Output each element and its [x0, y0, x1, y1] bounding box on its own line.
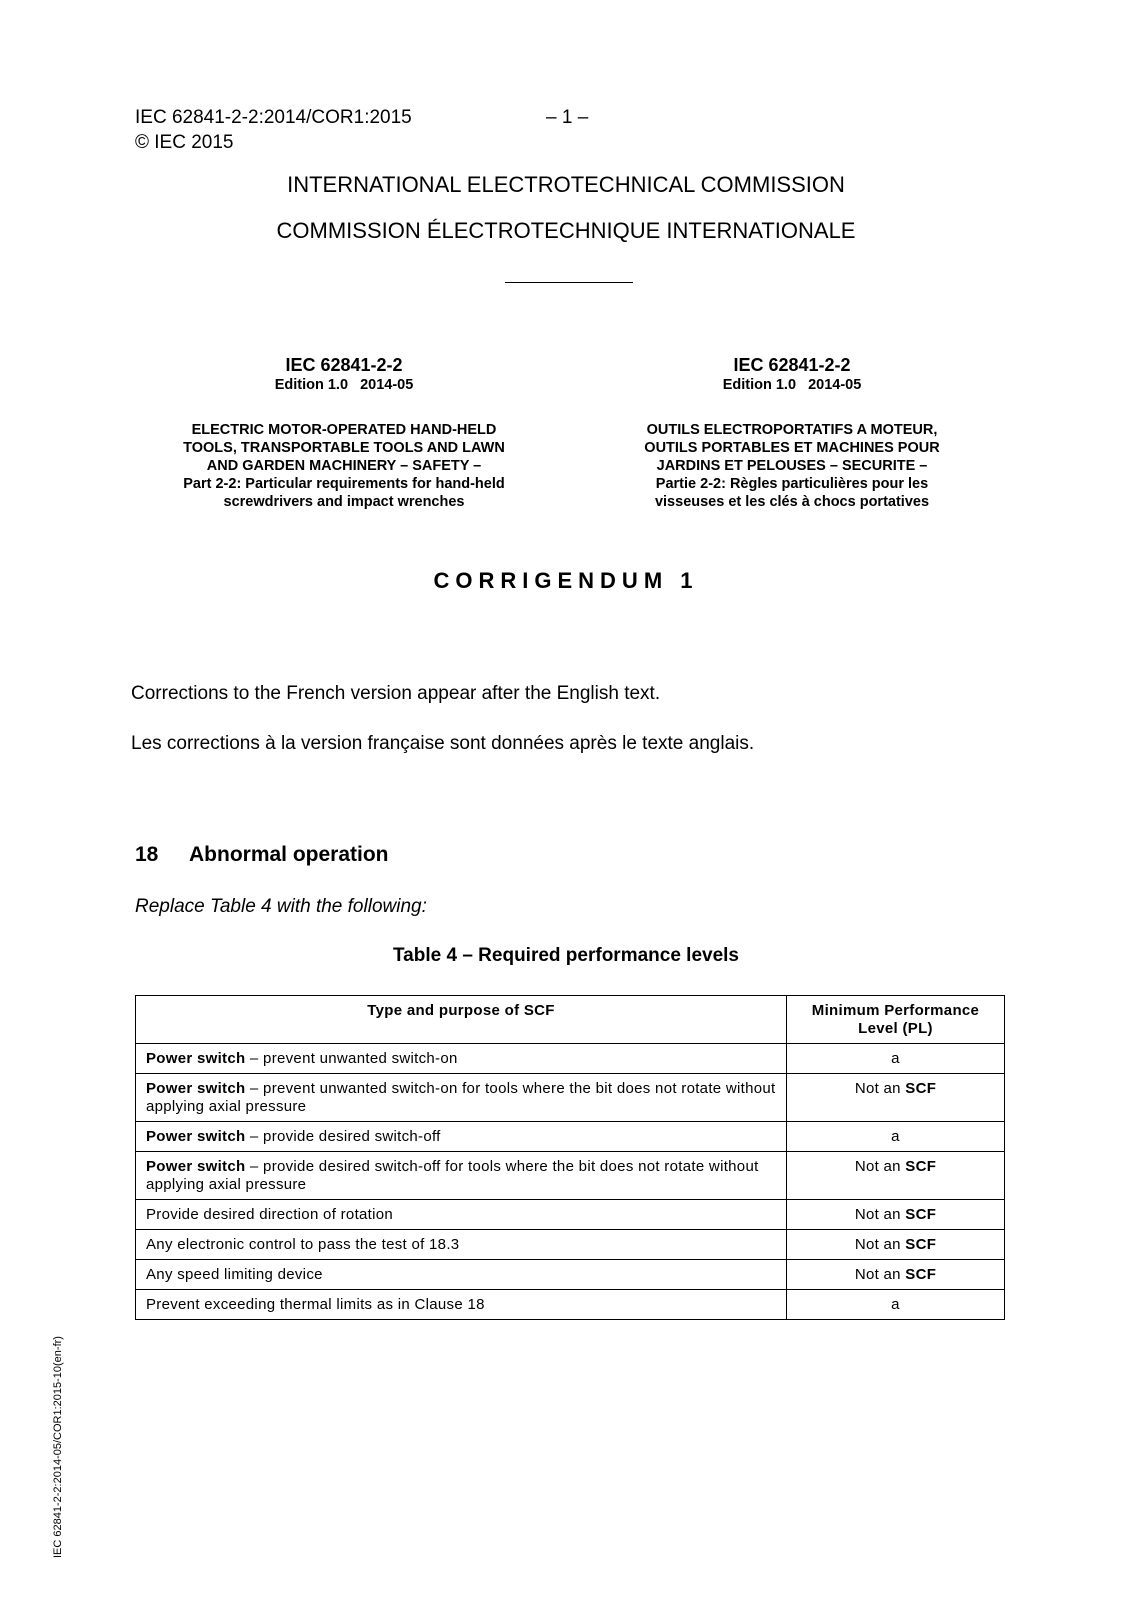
row-pl	[787, 1290, 1005, 1320]
table-row	[136, 1230, 1005, 1260]
table-row	[136, 1074, 1005, 1122]
corrigendum-title: CORRIGENDUM 1	[433, 568, 699, 593]
title-line: Part 2-2: Particular requirements for hand-held	[183, 476, 505, 492]
clause-instruction: Replace Table 4 with the following:	[135, 896, 427, 917]
row-text: Prevent exceeding thermal limits as in Clause 18	[146, 1296, 485, 1313]
pl-prefix: Not an	[854, 1236, 906, 1253]
row-description	[136, 1290, 787, 1320]
standard-title-fr	[572, 421, 1012, 511]
title-line: TOOLS, TRANSPORTABLE TOOLS AND LAWN	[183, 440, 505, 456]
table-row	[136, 1122, 1005, 1152]
standard-edition-fr: Edition 1.0 2014-05	[722, 377, 862, 393]
table-row	[136, 1290, 1005, 1320]
standard-title-en	[124, 421, 564, 511]
sidebar-document-reference: IEC 62841-2-2:2014-05/COR1:2015-10(en-fr)	[52, 1336, 64, 1558]
pl-value: SCF	[905, 1158, 937, 1175]
clause-number: 18	[135, 843, 159, 866]
standard-block-en	[124, 354, 564, 511]
pl-value: a	[891, 1128, 900, 1145]
table-row	[136, 1044, 1005, 1074]
row-description	[136, 1152, 787, 1200]
page-number: – 1 –	[546, 107, 589, 128]
row-pl	[787, 1260, 1005, 1290]
note-fr: Les corrections à la version française sont données après le texte anglais.	[131, 733, 755, 754]
row-text: – provide desired switch-off for tools where the bit does not rotate without applying axial pressure	[146, 1158, 759, 1193]
row-pl	[787, 1200, 1005, 1230]
clause-title: Abnormal operation	[189, 843, 389, 866]
row-description	[136, 1122, 787, 1152]
row-label: Power switch	[146, 1080, 246, 1097]
pl-value: SCF	[905, 1080, 937, 1097]
row-description	[136, 1230, 787, 1260]
table-row	[136, 1260, 1005, 1290]
row-pl	[787, 1122, 1005, 1152]
table-header-row	[136, 996, 1005, 1044]
pl-value: a	[891, 1050, 900, 1067]
standard-number-fr: IEC 62841-2-2	[733, 355, 851, 375]
table-row	[136, 1200, 1005, 1230]
pl-prefix: Not an	[854, 1158, 906, 1175]
note-en: Corrections to the French version appear after the English text.	[131, 683, 661, 704]
title-line: OUTILS PORTABLES ET MACHINES POUR	[644, 440, 940, 456]
row-text: – prevent unwanted switch-on	[245, 1050, 458, 1067]
row-text: Any speed limiting device	[146, 1266, 323, 1283]
row-label: Power switch	[146, 1128, 246, 1145]
pl-value: a	[891, 1296, 900, 1313]
row-description	[136, 1074, 787, 1122]
row-text: – prevent unwanted switch-on for tools where the bit does not rotate without applying axial pressure	[146, 1080, 776, 1115]
column-header-type: Type and purpose of SCF	[136, 996, 787, 1044]
document-reference: IEC 62841-2-2:2014/COR1:2015	[135, 107, 412, 128]
row-description	[136, 1044, 787, 1074]
header-divider	[505, 282, 633, 283]
row-pl	[787, 1074, 1005, 1122]
row-pl	[787, 1152, 1005, 1200]
row-pl	[787, 1044, 1005, 1074]
title-line: visseuses et les clés à chocs portatives	[654, 494, 930, 510]
row-text: – provide desired switch-off	[245, 1128, 441, 1145]
pl-value: SCF	[905, 1206, 937, 1223]
performance-levels-table	[135, 995, 1005, 1320]
standard-edition-en: Edition 1.0 2014-05	[274, 377, 414, 393]
row-pl	[787, 1230, 1005, 1260]
table-row	[136, 1152, 1005, 1200]
pl-value: SCF	[905, 1266, 937, 1283]
title-line: screwdrivers and impact wrenches	[223, 494, 465, 510]
row-label: Power switch	[146, 1158, 246, 1175]
organization-name-fr: COMMISSION ÉLECTROTECHNIQUE INTERNATIONALE	[276, 218, 856, 243]
pl-value: SCF	[905, 1236, 937, 1253]
title-line: AND GARDEN MACHINERY – SAFETY –	[206, 458, 482, 474]
row-label: Power switch	[146, 1050, 246, 1067]
standard-block-fr	[572, 354, 1012, 511]
title-line: OUTILS ELECTROPORTATIFS A MOTEUR,	[646, 422, 938, 438]
title-line: Partie 2-2: Règles particulières pour les	[655, 476, 929, 492]
table-caption: Table 4 – Required performance levels	[392, 945, 739, 966]
standard-number-en: IEC 62841-2-2	[285, 355, 403, 375]
column-header-pl: Minimum Performance Level (PL)	[787, 996, 1005, 1044]
title-line: ELECTRIC MOTOR-OPERATED HAND-HELD	[191, 422, 497, 438]
row-description	[136, 1200, 787, 1230]
row-description	[136, 1260, 787, 1290]
pl-prefix: Not an	[854, 1206, 906, 1223]
pl-prefix: Not an	[854, 1266, 906, 1283]
row-text: Provide desired direction of rotation	[146, 1206, 394, 1223]
pl-prefix: Not an	[854, 1080, 906, 1097]
title-line: JARDINS ET PELOUSES – SECURITE –	[656, 458, 928, 474]
copyright-notice: © IEC 2015	[135, 132, 234, 153]
row-text: Any electronic control to pass the test of 18.3	[146, 1236, 460, 1253]
organization-name-en: INTERNATIONAL ELECTROTECHNICAL COMMISSION	[287, 172, 845, 197]
